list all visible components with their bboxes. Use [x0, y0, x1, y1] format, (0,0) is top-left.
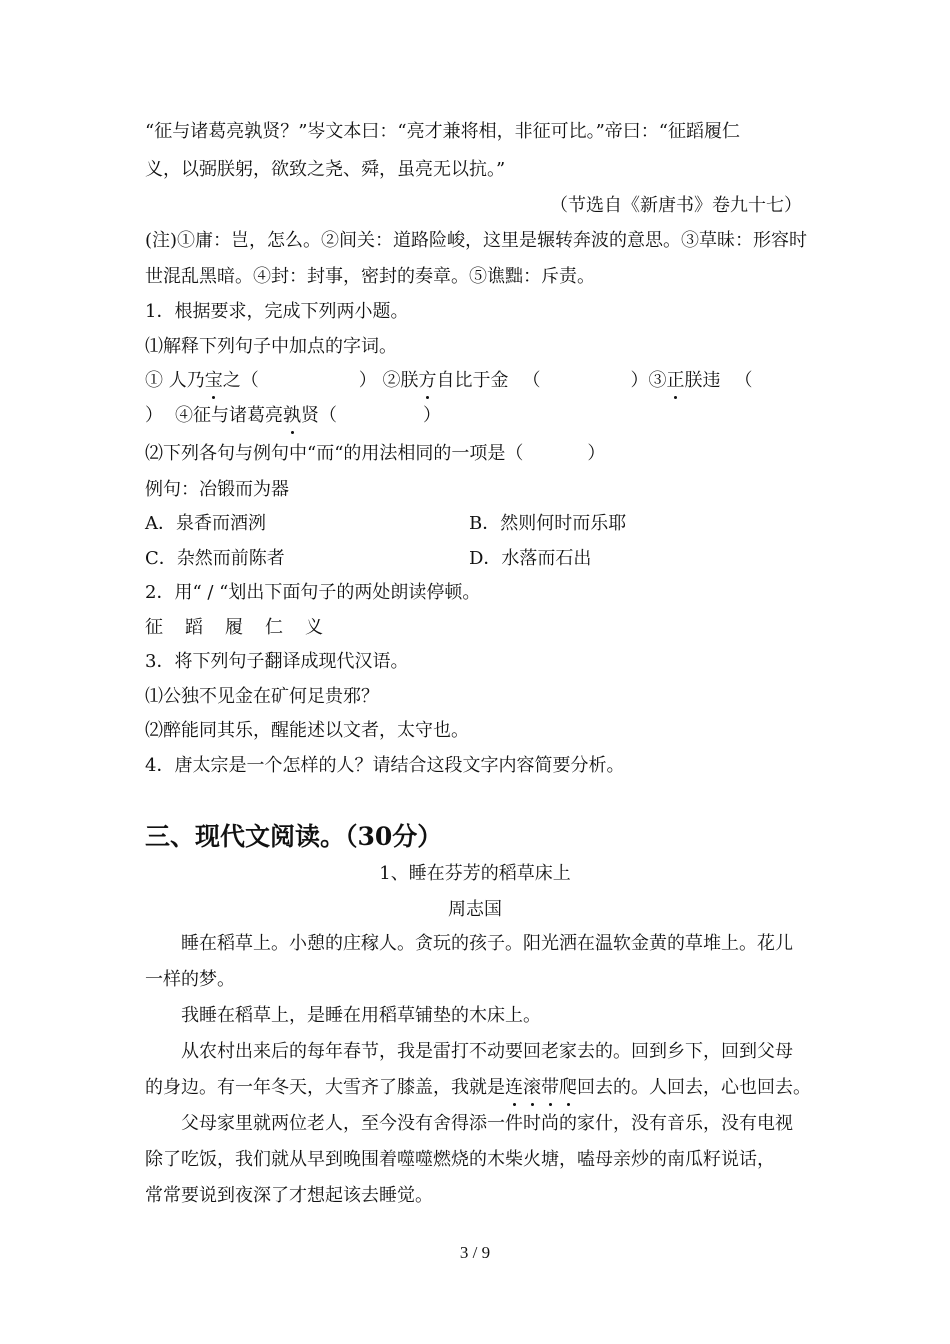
paragraph-line: 一样的梦。 — [145, 969, 235, 990]
dotted-char: 连 — [505, 1074, 523, 1102]
question-3-1: ⑴公独不见金在矿何足贵邪？ — [145, 686, 379, 707]
paragraph-line: 除了吃饭，我们就从早到晚围着噬噬燃烧的木柴火塘，嗑母亲炒的南瓜籽说话， — [145, 1149, 775, 1170]
dotted-char: 方 — [418, 367, 436, 395]
passage-line: 义，以弼朕躬，欲致之尧、舜，虽亮无以抗。” — [145, 159, 506, 180]
dotted-char: 滚 — [523, 1074, 541, 1102]
question-1-1-items: ① 人乃宝之（ ） ②朕方自比于金 （ ）③正朕违 （ — [145, 367, 815, 395]
passage-source: （节选自《新唐书》卷九十七） — [550, 195, 802, 216]
question-1-1: ⑴解释下列句子中加点的字词。 — [145, 336, 397, 357]
article-title: 1、睡在芬芳的稻草床上 — [379, 863, 571, 884]
question-2-sentence: 征 蹈 履 仁 义 — [145, 617, 325, 638]
paragraph-line: 我睡在稻草上，是睡在用稻草铺垫的木床上。 — [181, 1005, 541, 1026]
paragraph-line: 常常要说到夜深了才想起该去睡觉。 — [145, 1185, 433, 1206]
question-3-2: ⑵醉能同其乐，醒能述以文者，太守也。 — [145, 720, 469, 741]
annotation-note: 世混乱黑暗。④封：封事，密封的奏章。⑤谯黜：斥责。 — [145, 266, 595, 287]
option-b: B．然则何时而乐耶 — [469, 513, 627, 534]
question-1-2: ⑵下列各句与例句中“而“的用法相同的一项是（ ） — [145, 443, 606, 464]
dotted-char: 带 — [541, 1074, 559, 1102]
option-d: D．水落而石出 — [469, 548, 592, 569]
paragraph-line: 的身边。有一年冬天，大雪齐了膝盖，我就是连滚带爬回去的。人回去，心也回去。 — [145, 1074, 815, 1102]
paragraph-line: 父母家里就两位老人，至今没有舍得添一件时尚的家什，没有音乐，没有电视 — [181, 1113, 793, 1134]
section-heading: 三、现代文阅读。（30分） — [145, 822, 443, 851]
passage-line: “征与诸葛亮孰贤？”岑文本曰：“亮才兼将相，非征可比。”帝曰：“征蹈履仁 — [145, 121, 741, 142]
question-3: 3．将下列句子翻译成现代汉语。 — [145, 651, 409, 672]
dotted-char: 孰 — [283, 402, 301, 430]
question-1: 1．根据要求，完成下列两小题。 — [145, 301, 409, 322]
question-1-1-items-cont: ） ④征与诸葛亮孰贤（ ） — [145, 402, 815, 430]
page-number: 3 / 9 — [459, 1243, 491, 1262]
option-c: C．杂然而前陈者 — [145, 548, 285, 569]
option-a: A．泉香而酒洌 — [145, 513, 266, 534]
article-author: 周志国 — [448, 899, 502, 920]
question-2: 2．用“ / “划出下面句子的两处朗读停顿。 — [145, 582, 481, 603]
dotted-char: 正 — [666, 367, 684, 395]
paragraph-line: 睡在稻草上。小憩的庄稼人。贪玩的孩子。阳光洒在温软金黄的草堆上。花儿 — [181, 933, 793, 954]
dotted-char: 宝 — [205, 367, 223, 395]
paragraph-line: 从农村出来后的每年春节，我是雷打不动要回老家去的。回到乡下，回到父母 — [181, 1041, 793, 1062]
question-4: 4．唐太宗是一个怎样的人？请结合这段文字内容简要分析。 — [145, 755, 625, 776]
annotation-note: (注)①庸：岂，怎么。②间关：道路险峻，这里是辗转奔波的意思。③草昧：形容时 — [145, 230, 808, 251]
dotted-char: 爬 — [559, 1074, 577, 1102]
example-sentence: 例句：冶锻而为器 — [145, 479, 289, 500]
